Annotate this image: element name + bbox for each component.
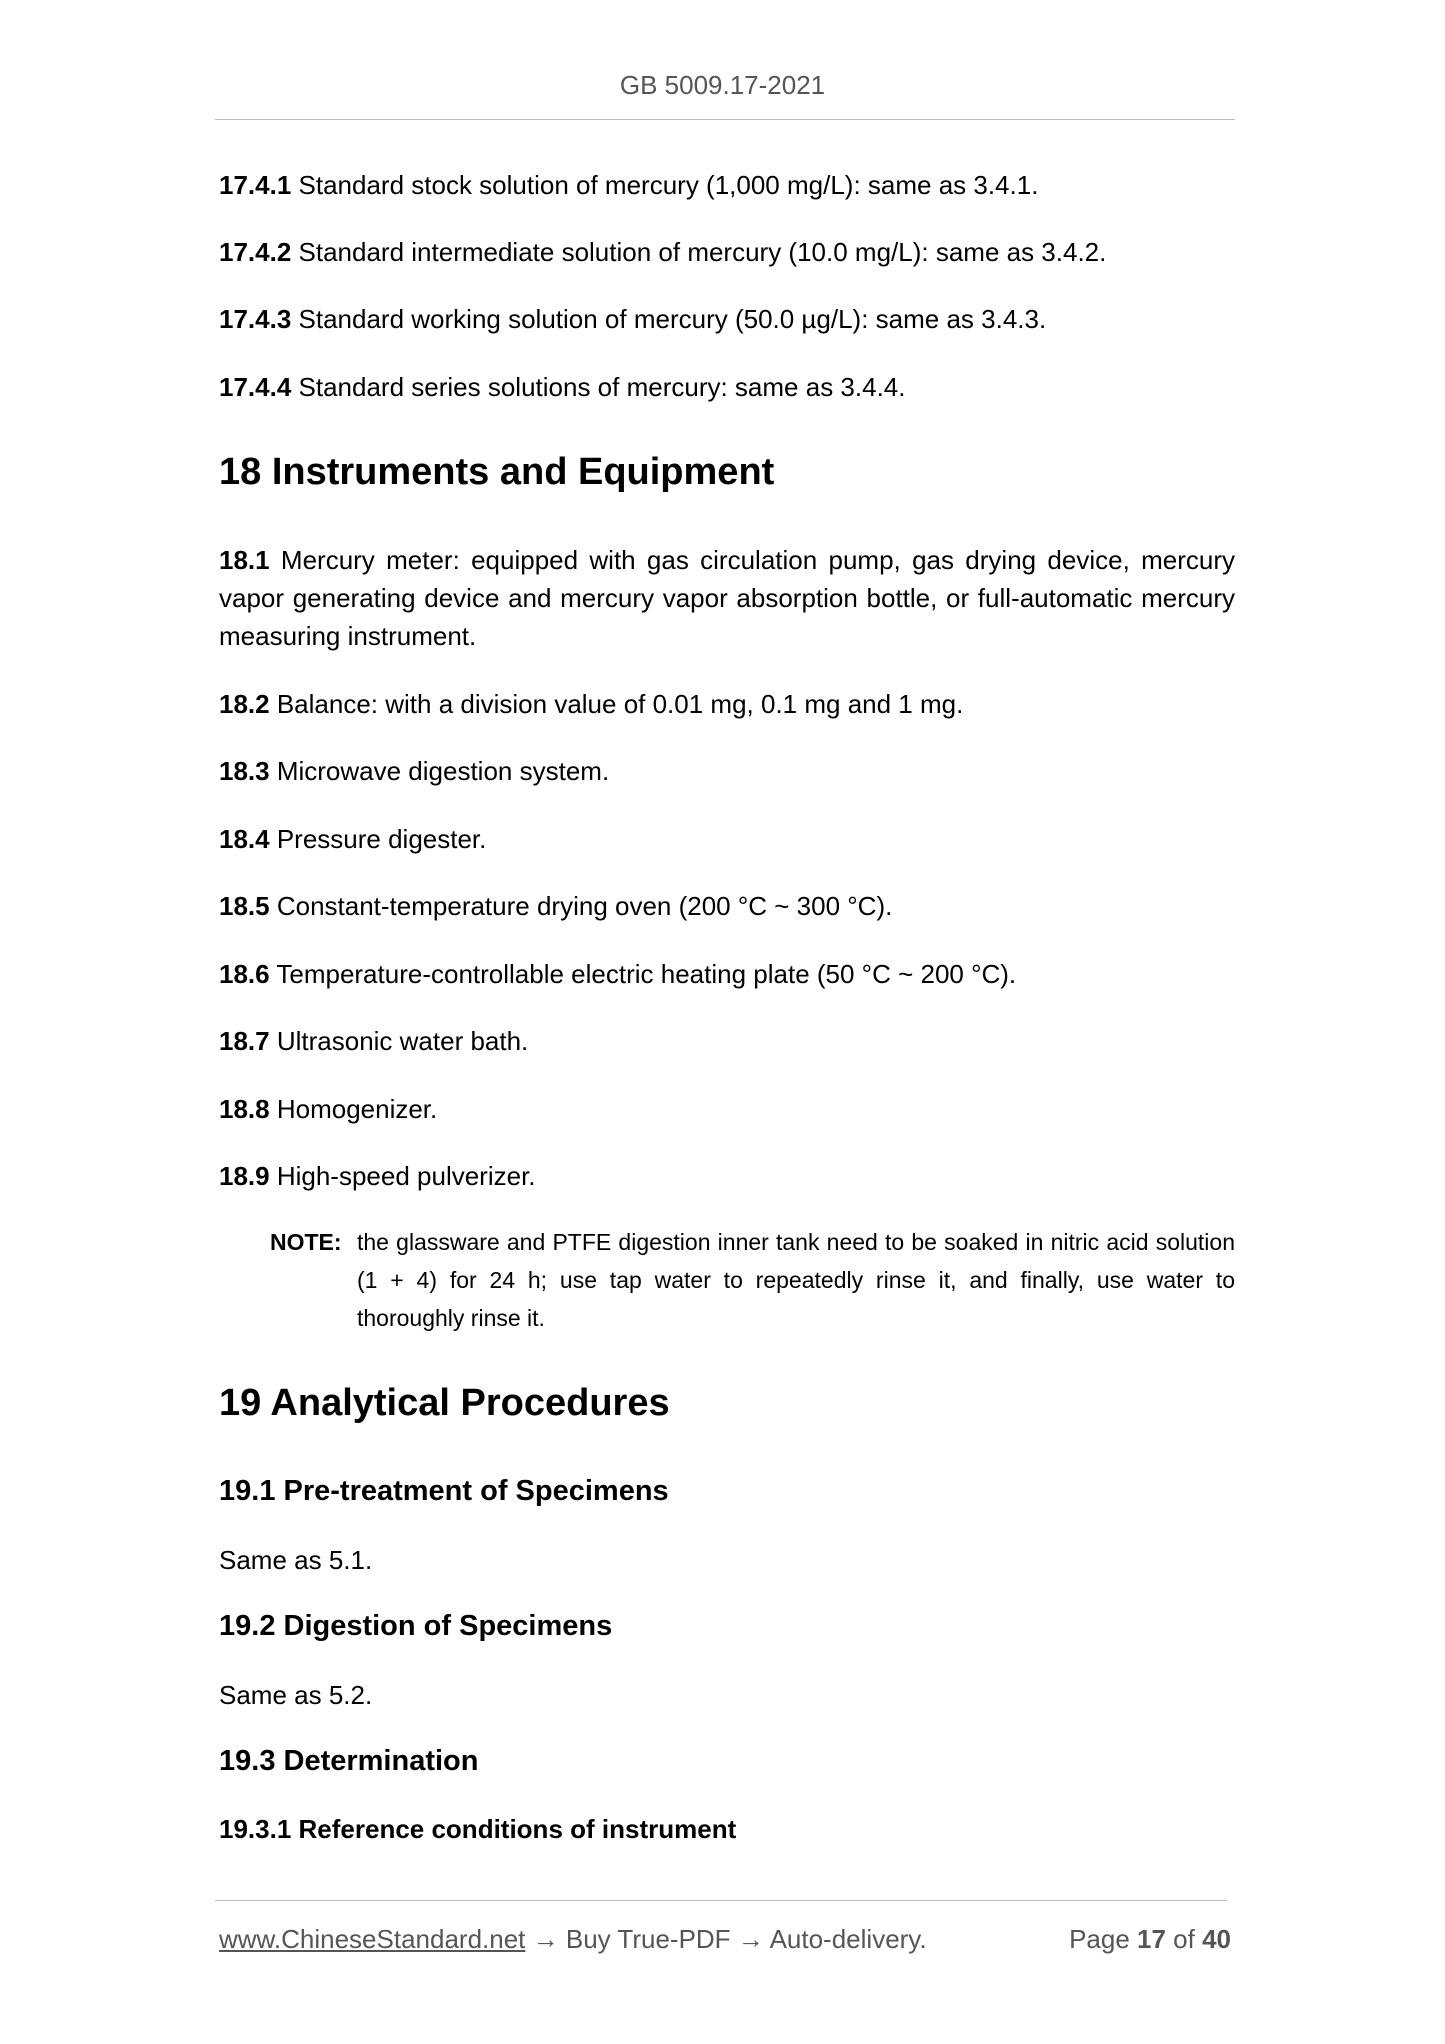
clause-number: 18.7 xyxy=(219,1026,270,1056)
clause-text: Homogenizer. xyxy=(269,1094,438,1124)
clause-18-2 xyxy=(219,685,1235,723)
clause-text: Balance: with a division value of 0.01 mg, 0.1 mg and 1 mg. xyxy=(269,689,964,719)
page-footer xyxy=(219,1921,1231,1957)
clause-18-1 xyxy=(219,541,1235,655)
page-label: Page xyxy=(1069,1924,1138,1954)
subsection-19-1-heading: 19.1 Pre-treatment of Specimens xyxy=(219,1475,669,1507)
section-18-heading: 18 Instruments and Equipment xyxy=(219,451,775,493)
page-current: 17 xyxy=(1137,1924,1166,1954)
clause-number: 18.3 xyxy=(219,756,270,786)
clause-17-4-3 xyxy=(219,300,1235,338)
clause-17-4-1 xyxy=(219,166,1235,204)
clause-18-7 xyxy=(219,1022,1235,1060)
clause-18-8 xyxy=(219,1090,1235,1128)
note-block xyxy=(270,1223,1235,1337)
clause-17-4-2 xyxy=(219,233,1235,271)
clause-number: 17.4.3 xyxy=(219,304,292,334)
clause-18-5 xyxy=(219,887,1235,925)
page-total: 40 xyxy=(1202,1924,1231,1954)
clause-text: Standard stock solution of mercury (1,000 mg/L): same as 3.4.1. xyxy=(291,170,1039,200)
footer-tagline: → Buy True-PDF → Auto-delivery. xyxy=(525,1924,927,1954)
header-divider xyxy=(215,119,1235,120)
website-link[interactable]: www.ChineseStandard.net xyxy=(219,1924,526,1954)
section-19-heading: 19 Analytical Procedures xyxy=(219,1382,670,1424)
note-label: NOTE: xyxy=(270,1229,342,1255)
clause-text: Mercury meter: equipped with gas circulation pump, gas drying device, mercury vapor generating device and mercury vapor absorption bottle, or full-automatic mercury measuring instrument. xyxy=(219,545,1235,651)
clause-number: 18.5 xyxy=(219,891,270,921)
clause-text: Temperature-controllable electric heating plate (50 °C ~ 200 °C). xyxy=(269,959,1017,989)
subsection-19-3-heading: 19.3 Determination xyxy=(219,1745,479,1777)
clause-number: 18.4 xyxy=(219,824,270,854)
clause-text: Microwave digestion system. xyxy=(269,756,610,786)
clause-text: Standard working solution of mercury (50.0 µg/L): same as 3.4.3. xyxy=(291,304,1047,334)
clause-18-6 xyxy=(219,955,1235,993)
clause-text: Pressure digester. xyxy=(269,824,487,854)
subsection-19-3-1-heading: 19.3.1 Reference conditions of instrument xyxy=(219,1814,737,1844)
clause-text: Constant-temperature drying oven (200 °C ~ 300 °C). xyxy=(269,891,893,921)
clause-text: Ultrasonic water bath. xyxy=(269,1026,529,1056)
header-standard-code: GB 5009.17-2021 xyxy=(619,70,826,100)
clause-18-9 xyxy=(219,1157,1235,1195)
subsection-19-1-text: Same as 5.1. xyxy=(219,1545,373,1575)
subsection-19-2-text: Same as 5.2. xyxy=(219,1680,373,1710)
clause-text: Standard series solutions of mercury: same as 3.4.4. xyxy=(291,372,906,402)
clause-number: 18.2 xyxy=(219,689,270,719)
footer-divider xyxy=(215,1900,1227,1901)
clause-number: 18.8 xyxy=(219,1094,270,1124)
clause-18-4 xyxy=(219,820,1235,858)
clause-number: 18.9 xyxy=(219,1161,270,1191)
clause-18-3 xyxy=(219,752,1235,790)
clause-17-4-4 xyxy=(219,368,1235,406)
clause-text: High-speed pulverizer. xyxy=(269,1161,536,1191)
clause-number: 17.4.2 xyxy=(219,237,292,267)
clause-number: 17.4.4 xyxy=(219,372,292,402)
clause-number: 17.4.1 xyxy=(219,170,292,200)
clause-number: 18.1 xyxy=(219,545,270,575)
note-text: the glassware and PTFE digestion inner tank need to be soaked in nitric acid solution (1 + 4) for 24 h; use tap water to repeatedly rinse it, and finally, use water to thoroughly rinse it. xyxy=(357,1229,1235,1331)
clause-number: 18.6 xyxy=(219,959,270,989)
page-of-label: of xyxy=(1165,1924,1203,1954)
subsection-19-2-heading: 19.2 Digestion of Specimens xyxy=(219,1610,613,1642)
page-number xyxy=(1069,1921,1231,1957)
clause-text: Standard intermediate solution of mercury (10.0 mg/L): same as 3.4.2. xyxy=(291,237,1107,267)
